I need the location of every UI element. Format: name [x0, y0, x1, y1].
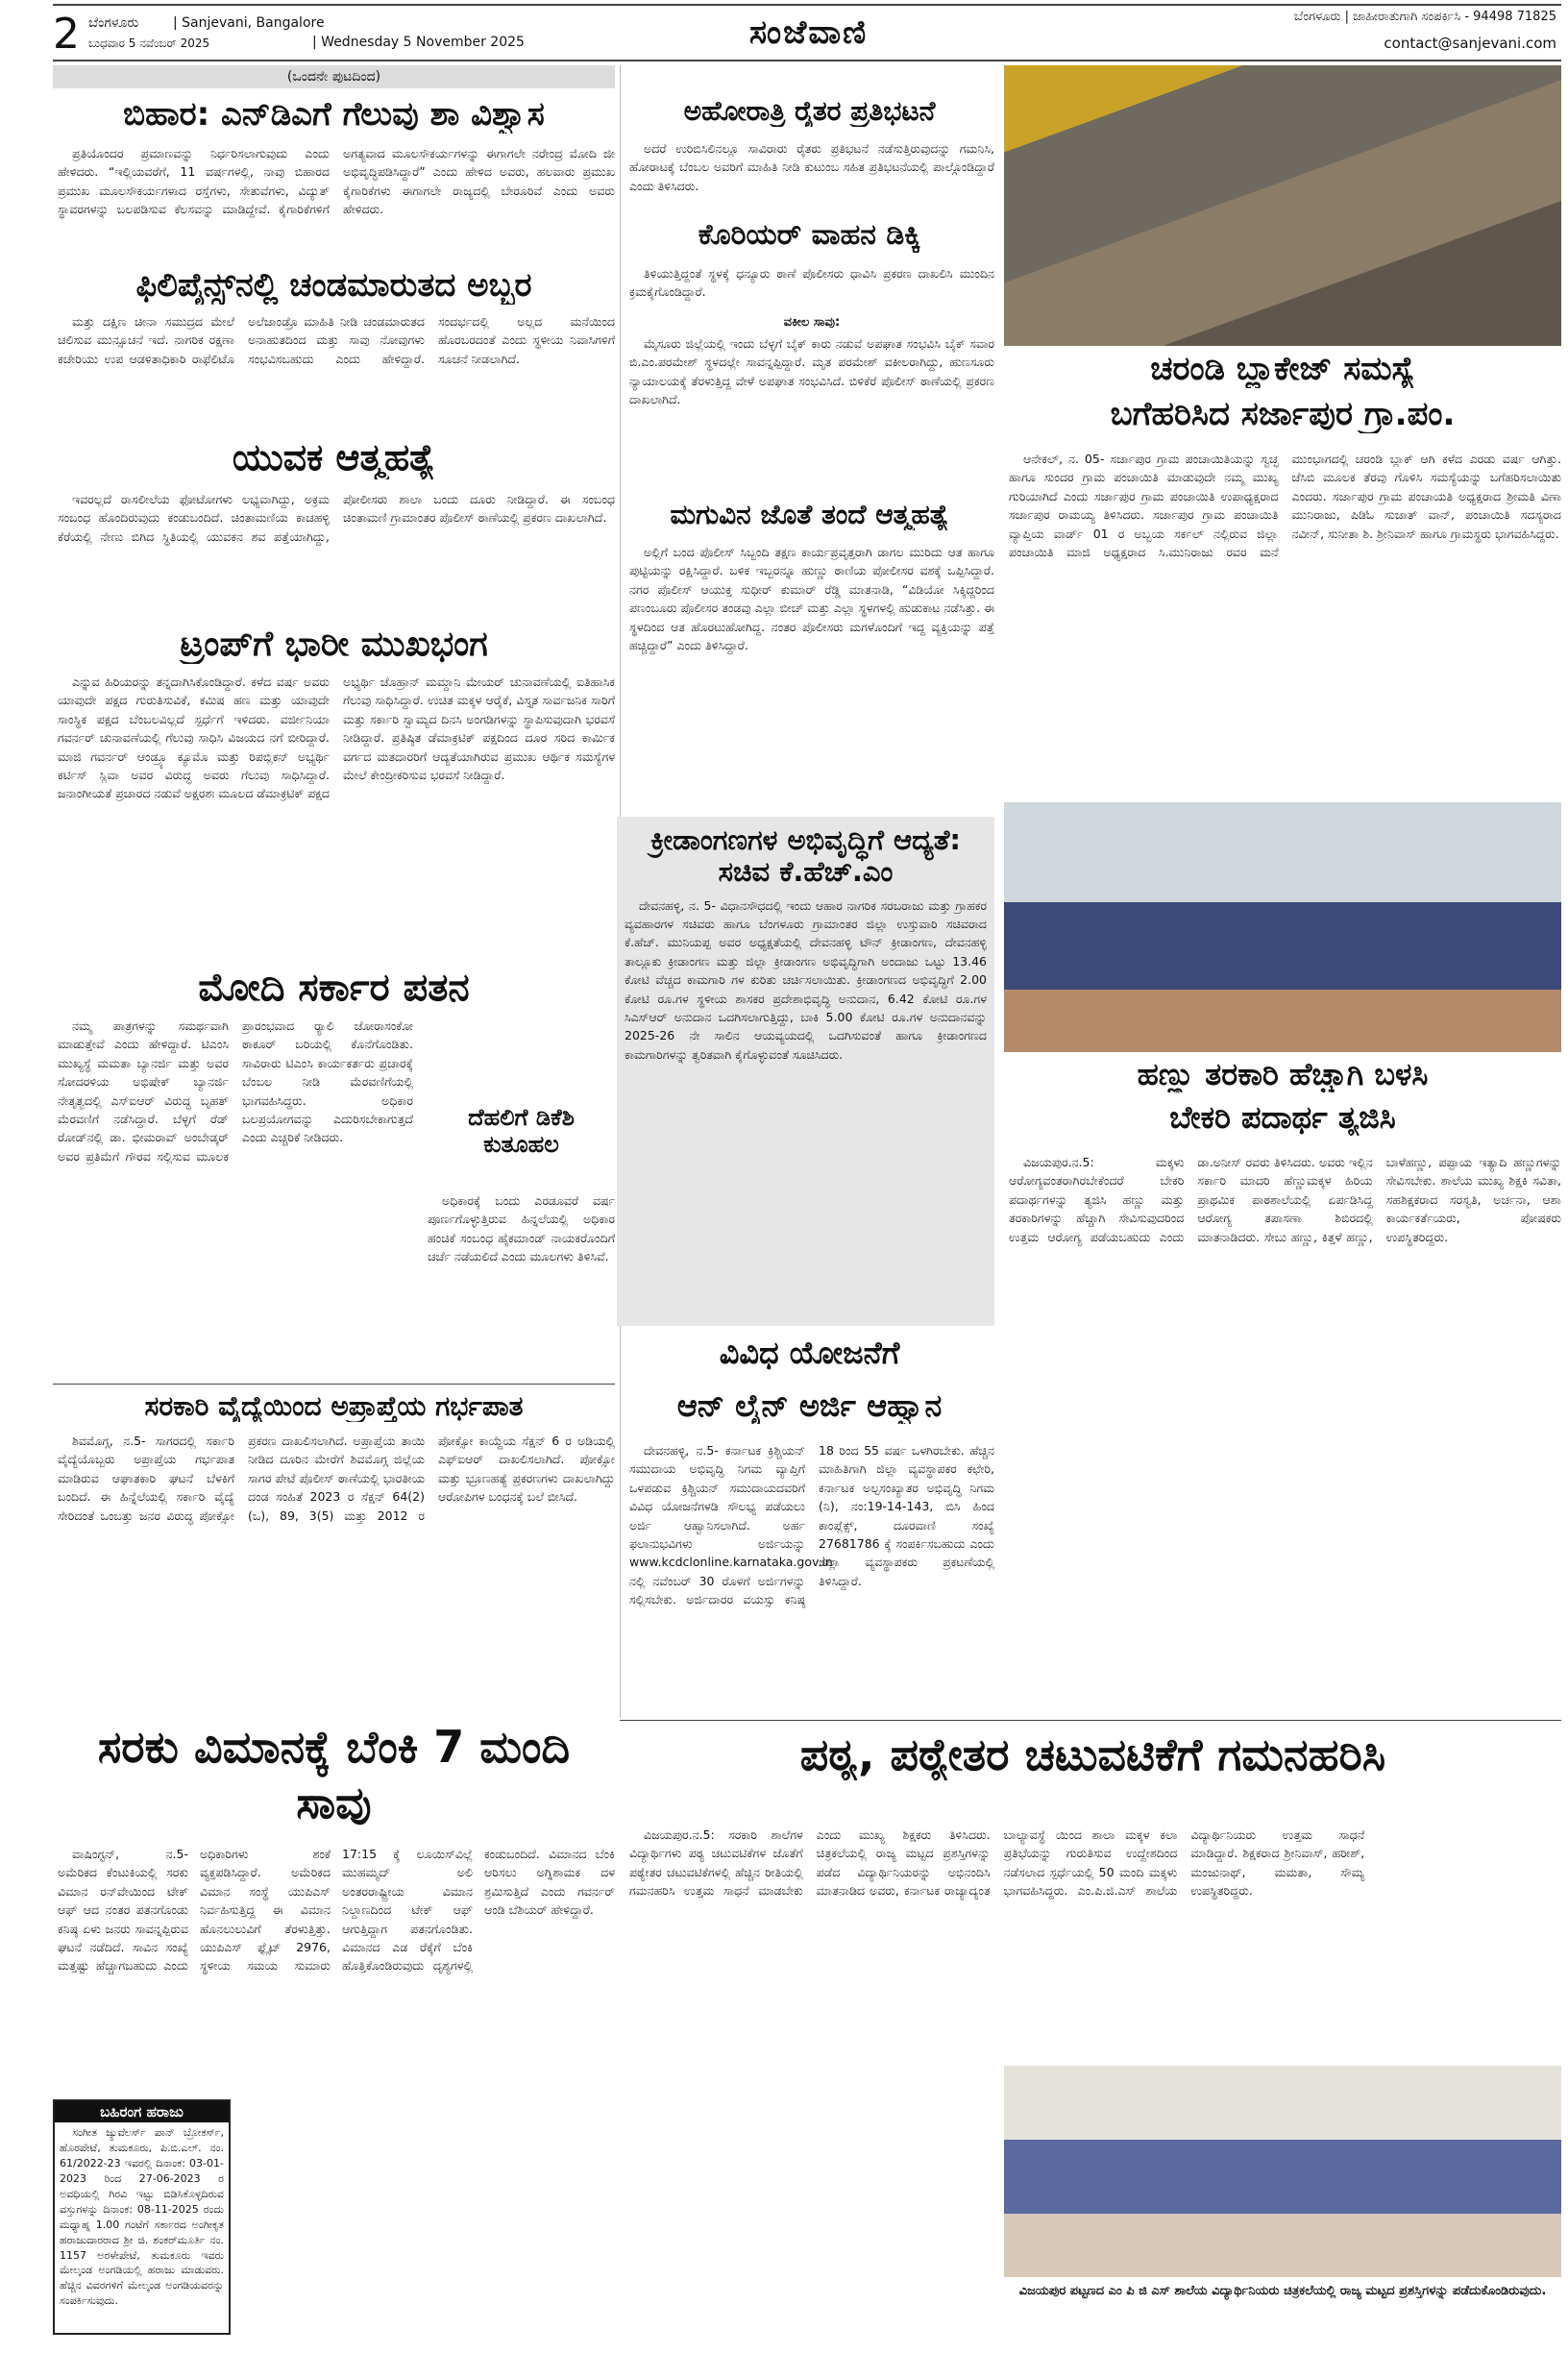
- drain-photo: [1004, 65, 1561, 346]
- students-award-photo: [1004, 2066, 1561, 2277]
- bihar-headline: ಬಿಹಾರ: ಎನ್‌ಡಿಎಗೆ ಗೆಲುವು ಶಾ ವಿಶ್ವಾಸ: [123, 96, 545, 134]
- online-headline: ವಿವಿಧ ಯೋಜನೆಗೆ: [719, 1336, 900, 1371]
- drain-headline: ಚರಂಡಿ ಬ್ಲಾಕೇಜ್ ಸಮಸ್ಯೆ: [1150, 351, 1415, 388]
- abortion-body: ಶಿವಮೊಗ್ಗ, ನ.5- ಸಾಗರದಲ್ಲಿ ಸರ್ಕಾರಿ ವೈದ್ಯೆಯೊಬ್ಬರು ಅಪ್ರಾಪ್ತೆಯ ಗರ್ಭಪಾತ ಮಾಡಿರುವ ಆಘಾತಕಾರಿ ಘಟನೆ ಬೆಳಕಿಗೆ ಬಂದಿದೆ. ಈ ಹಿನ್ನೆಲೆಯಲ್ಲಿ ಸರ್ಕಾರಿ ವೈದ್ಯೆ ಸೇರಿದಂತೆ ಒಂಬತ್ತು ಜನರ ವಿರುದ್ಧ ಪೋಕ್ಸೋ ಪ್ರಕರಣ ದಾಖಲಿಸಲಾಗಿದೆ. ಅಪ್ರಾಪ್ತೆಯ ತಾಯಿ ನೀಡಿದ ದೂರಿನ ಮೇರೆಗೆ ಶಿವಮೊಗ್ಗ ಜಿಲ್ಲೆಯ ಸಾಗರ ಪೇಟೆ ಪೊಲೀಸ್ ಠಾಣೆಯಲ್ಲಿ ಭಾರತೀಯ ದಂಡ ಸಂಹಿತೆ 2023 ರ ಸೆಕ್ಷನ್ 64(2)(ಒ), 89, 3(5) ಮತ್ತು 2012 ರ ಪೋಕ್ಸೋ ಕಾಯ್ದೆಯ ಸೆಕ್ಷನ್ 6 ರ ಅಡಿಯಲ್ಲಿ ಎಫ್‌ಐಆರ್ ದಾಖಲಿಸಲಾಗಿದೆ. ಪೋಕ್ಸೋ ಮತ್ತು ಭ್ರೂಣಹತ್ಯೆ ಪ್ರಕರಣಗಳು ದಾಖಲಾಗಿದ್ದು ಆರೋಪಿಗಳ ಬಂಧನಕ್ಕೆ ಬಲೆ ಬೀಸಿದೆ.: [58, 1434, 615, 1523]
- father-body: ಅಲ್ಲಿಗೆ ಬಂದ ಪೊಲೀಸ್ ಸಿಬ್ಬಂದಿ ತಕ್ಷಣ ಕಾರ್ಯಪ್ರವೃತ್ತರಾಗಿ ಡಾಗಲ ಮುರಿದು ಆತ ಹಾಗೂ ಪುಟ್ಟಿಯನ್ನು ರಕ್ಷಿಸಿದ್ದಾರೆ. ಬಳಿಕ ಇಬ್ಬರನ್ನೂ ಹುಣ್ಣು ಠಾಣಿಯ ಪೋಲೀಸರ ವಶಕ್ಕೆ ಒಪ್ಪಿಸಿದ್ದಾರೆ. ನಗರ ಪೊಲೀಸ್ ಆಯುಕ್ತ ಸುಧೀರ್ ಕುಮಾರ್ ರೆಡ್ಡಿ ಮಾತನಾಡಿ, “ವಿಡಿಯೋ ಸಿಕ್ಕಿದ್ದರಿಂದ ಪಣಂಬೂರು ಪೊಲೀಸರ ತಂಡವು ಎಲ್ಲಾ ಬೀಚ್ ಮತ್ತು ಎಲ್ಲಾ ಸ್ಥಳಗಳಲ್ಲಿ ಹುಡುಕಾಟ ನಡೆಸಿತ್ತು. ಈ ಸ್ಥಳದಿಂದ ಆತ ಹೊರಟುಹೋಗಿದ್ದ. ನಂತರ ಪೊಲೀಸರು ಮಗಳೊಂದಿಗೆ ಇದ್ದ ವ್ಯಕ್ತಿಯನ್ನು ಪತ್ತೆ ಹಚ್ಚಿದ್ದಾರೆ” ಎಂದು ತಿಳಿಸಿದ್ದಾರೆ.: [629, 545, 994, 652]
- auction-notice-box: [53, 2099, 231, 2335]
- top-rule: [53, 4, 1561, 6]
- plane-body: ವಾಷಿಂಗ್ಟನ್, ನ.5- ಅಮೆರಿಕದ ಕೆಂಟುಕಿಯಲ್ಲಿ ಸರಕು ವಿಮಾನ ರನ್‌ವೇಯಿಂದ ಟೇಕ್ ಆಫ್ ಆದ ನಂತರ ಪತನಗೊಂಡು ಕನಿಷ್ಠ ಏಳು ಜನರು ಸಾವನ್ನಪ್ಪಿರುವ ಘಟನೆ ನಡೆದಿದೆ. ಸಾವಿನ ಸಂಖ್ಯೆ ಮತ್ತಷ್ಟು ಹೆಚ್ಚಾಗಬಹುದು ಎಂದು ಅಧಿಕಾರಿಗಳು ಶಂಕೆ ವ್ಯಕ್ತಪಡಿಸಿದ್ದಾರೆ. ಅಮೆರಿಕದ ವಿಮಾನ ಸಂಸ್ಥೆ ಯುಪಿಎಸ್ ನಿರ್ವಹಿಸುತ್ತಿದ್ದ ಈ ವಿಮಾನ ಹೊನಲುಲುವಿಗೆ ತೆರಳುತ್ತಿತ್ತು. ಯುಪಿಎಸ್ ಫ್ಲೈಟ್ 2976, ಸ್ಥಳೀಯ ಸಮಯ ಸುಮಾರು 17:15 ಕ್ಕೆ ಲೂಯಿಸ್‌ವಿಲ್ಲೆ ಮುಹಮ್ಮದ್ ಅಲಿ ಅಂತರರಾಷ್ಟ್ರೀಯ ವಿಮಾನ ನಿಲ್ದಾಣದಿಂದ ಟೇಕ್ ಆಫ್ ಆಗುತ್ತಿದ್ದಾಗ ಪತನಗೊಂಡಿತು. ವಿಮಾನದ ಎಡ ರೆಕ್ಕೆಗೆ ಬೆಂಕಿ ಹೊತ್ತಿಕೊಂಡಿರುವುದು ದೃಶ್ಯಗಳಲ್ಲಿ ಕಂಡುಬಂದಿದೆ. ವಿಮಾನದ ಬೆಂಕಿ ಆರಿಸಲು ಅಗ್ನಿಶಾಮಕ ದಳ ಶ್ರಮಿಸುತ್ತಿದೆ ಎಂದು ಗವರ್ನರ್ ಆಂಡಿ ಬೆಶಿಯರ್ ಹೇಳಿದ್ದಾರೆ.: [58, 1847, 615, 1973]
- farmers-body: ಅದರೆ ಉರಿಬಿಸಿಲಿನಲ್ಲೂ ಸಾವಿರಾರು ರೈತರು ಪ್ರತಿಭಟನೆ ನಡೆಸುತ್ತಿರುವುದನ್ನು ಗಮನಿಸಿ, ಹೋರಾಟಕ್ಕೆ ಬೆಂಬಲ ಅವರಿಗೆ ಮಾಹಿತಿ ನೀಡಿ ಕುಟುಂಬ ಸಹಿತ ಪ್ರತಿಭಟನೆಯಲ್ಲಿ ಪಾಲ್ಗೊಂಡಿದ್ದಾರೆ ಎಂದು ತಿಳಿಸಿದರು.: [629, 141, 994, 193]
- father-headline: ಮಗುವಿನ ಜೊತೆ ತಂದೆ ಆತ್ಮಹತ್ಯೆ: [670, 500, 949, 530]
- trump-headline: ಟ್ರಂಪ್‌ಗೆ ಭಾರೀ ಮುಖಭಂಗ: [180, 625, 488, 664]
- date-english: | Wednesday 5 November 2025: [312, 35, 525, 50]
- trump-body: ಎನ್ನುವ ಹಿರಿಯರನ್ನು ತನ್ನದಾಗಿಸಿಕೊಂಡಿದ್ದಾರೆ. ಕಳೆದ ವರ್ಷ ಅವರು ಯಾವುದೇ ಪಕ್ಷದ ಗುರುತಿಸುವಿಕೆ, ಕಮಿಷ ಹಣ ಮತ್ತು ಯಾವುದೇ ಸಾಂಸ್ಥಿಕ ಪಕ್ಷದ ಬೆಂಬಲವಿಲ್ಲದೆ ಸ್ಪರ್ಧೆಗೆ ಇಳಿದರು. ವರ್ಜೀನಿಯಾ ಗವರ್ನರ್ ಚುನಾವಣೆಯಲ್ಲಿ ಗೆಲುವು ಸಾಧಿಸಿ ವಿಜಯದ ನಗೆ ಬೀರಿದ್ದಾರೆ. ಮಾಜಿ ಗವರ್ನರ್ ಆಂಡ್ರ್ಯೂ ಕ್ಯೂಮೊ ಮತ್ತು ರಿಪಬ್ಲಿಕನ್ ಅಭ್ಯರ್ಥಿ ಕರ್ಟಿಸ್ ಸ್ಲಿವಾ ಅವರ ವಿರುದ್ಧ ಅವರು ಗೆಲುವು ಸಾಧಿಸಿದ್ದಾರೆ. ಜನಾಂಗೀಯತೆ ಪ್ರಚಾರದ ನಡುವೆ ಅಕ್ಷರಶಃ ಮೂಲದ ಡೆಮಾಕ್ರಟಿಕ್ ಪಕ್ಷದ ಅಭ್ಯರ್ಥಿ ಜೊಹ್ರಾನ್ ಮಮ್ದಾನಿ ಮೇಯರ್ ಚುನಾವಣೆಯಲ್ಲಿ ಐತಿಹಾಸಿಕ ಗೆಲುವು ಸಾಧಿಸಿದ್ದಾರೆ. ಉಚಿತ ಮಕ್ಕಳ ಆರೈಕೆ, ವಿಸ್ತೃತ ಸಾರ್ವಜನಿಕ ಸಾರಿಗೆ ಮತ್ತು ಸರ್ಕಾರಿ ಸ್ವಾಮ್ಯದ ದಿನಸಿ ಅಂಗಡಿಗಳನ್ನು ಸ್ಥಾಪಿಸುವುದಾಗಿ ಭರವಸೆ ನೀಡಿದ್ದಾರೆ. ಪ್ರತಿಷ್ಠಿತ ಡೆಮಾಕ್ರಟಿಕ್ ಪಕ್ಷದಿಂದ ದೂರ ಸರಿದ ಕಾರ್ಮಿಕ ವರ್ಗದ ಮತದಾರರಿಗೆ ಆದ್ಯತೆಯಾಗಿರುವ ಪ್ರಮುಖ ಆರ್ಥಿಕ ಸಮಸ್ಯೆಗಳ ಮೇಲೆ ಕೇಂದ್ರೀಕರಿಸುವ ಭರವಸೆ ನೀಡಿದ್ದಾರೆ.: [58, 674, 615, 801]
- auction-body: ಸಂಗೀತ ಜ್ಯುವೆಲರ್ಸ್ ಪಾನ್ ಬ್ರೋಕರ್ಸ್, ಹೊರಪೇಟೆ, ತುಮಕೂರು, ಪಿ.ಬಿ.ಎಲ್. ನಂ. 61/2022-23 ಇವರಲ್ಲಿ ದಿನಾಂಕ: 03-01-2023 ರಿಂದ 27-06-2023 ರ ಅವಧಿಯಲ್ಲಿ ಗಿರವಿ ಇಟ್ಟು ಬಿಡಿಸಿಕೊಳ್ಳದಿರುವ ವಸ್ತುಗಳನ್ನು ದಿನಾಂಕ: 08-11-2025 ರಂದು ಮಧ್ಯಾಹ್ನ 1.00 ಗಂಟೆಗೆ ಸರ್ಕಾರದ ಅಂಗೀಕೃತ ಹರಾಜುದಾರರಾದ ಶ್ರೀ ಜಿ. ಶಂಕರ್‌ಮೂರ್ತಿ ನಂ. 1157 ಅರಳೇಪೇಟೆ, ತುಮಕೂರು ಇವರು ಮೇಲ್ಕಂಡ ಅಂಗಡಿಯಲ್ಲಿ ಹರಾಜು ಮಾಡುವರು. ಹೆಚ್ಚಿನ ವಿವರಗಳಿಗೆ ಮೇಲ್ಕಂಡ ಅಂಗಡಿಯವರನ್ನು ಸಂಪರ್ಕಿಸುವುದು.: [60, 2126, 224, 2308]
- continued-bar: (ಒಂದನೇ ಪುಟದಿಂದ): [53, 65, 615, 88]
- philippines-body: ಮತ್ತು ದಕ್ಷಿಣ ಚೀನಾ ಸಮುದ್ರದ ಮೇಲೆ ಚಲಿಸುವ ಮುನ್ಸೂಚನೆ ಇದೆ. ನಾಗರಿಕ ರಕ್ಷಣಾ ಕಚೇರಿಯು ಉಪ ಆಡಳಿತಾಧಿಕಾರಿ ರಾಫೆಲಿಟೊ ಅಲೆಜಾಂಡ್ರೊ ಮಾಹಿತಿ ನೀಡಿ ಚಂಡಮಾರುತದ ಅನಾಹುತದಿಂದ ಮತ್ತು ಸಾವು ನೋವುಗಳು ಸಂಭವಿಸಬಹುದು ಎಂದು ಹೇಳಿದ್ದಾರೆ. ಸಂದರ್ಭದಲ್ಲಿ ಅಲ್ಲದ ಮನೆಯಿಂದ ಹೊರಬರದಂತೆ ಎಂದು ಸ್ಥಳೀಯ ನಿವಾಸಿಗಳಿಗೆ ಸೂಚನೆ ನೀಡಲಾಗಿದೆ.: [58, 314, 615, 366]
- online-body: ದೇವನಹಳ್ಳಿ, ನ.5- ಕರ್ನಾಟಕ ಕ್ರಿಶ್ಚಿಯನ್ ಸಮುದಾಯ ಅಭಿವೃದ್ಧಿ ನಿಗಮ ವ್ಯಾಪ್ತಿಗೆ ಒಳಪಡುವ ಕ್ರಿಶ್ಚಿಯನ್ ಸಮುದಾಯದವರಿಗೆ ವಿವಿಧ ಯೋಜನೆಗಳಡಿ ಸೌಲಭ್ಯ ಪಡೆಯಲು ಅರ್ಜಿ ಆಹ್ವಾನಿಸಲಾಗಿದೆ. ಅರ್ಹ ಫಲಾನುಭವಿಗಳು ಅರ್ಜಿಯನ್ನು www.kcdclonline.karnataka.gov.in ನಲ್ಲಿ ನವೆಂಬರ್ 30 ರೊಳಗೆ ಅರ್ಜಿಗಳನ್ನು ಸಲ್ಲಿಸಬೇಕು. ಅರ್ಜಿದಾರರ ವಯಸ್ಸು ಕನಿಷ್ಠ 18 ರಿಂದ 55 ವರ್ಷ ಒಳಗಿರಬೇಕು. ಹೆಚ್ಚಿನ ಮಾಹಿತಿಗಾಗಿ ಜಿಲ್ಲಾ ವ್ಯವಸ್ಥಾಪಕರ ಕಛೇರಿ, ಕರ್ನಾಟಕ ಅಲ್ಪಸಂಖ್ಯಾತರ ಅಭಿವೃದ್ಧಿ ನಿಗಮ (ನಿ), ನಂ:19-14-143, ಬಿಸಿ ಹಿಂದ ಕಾಂಪ್ಲೆಕ್ಸ್, ದೂರವಾಣಿ ಸಂಖ್ಯೆ 27681786 ಕ್ಕೆ ಸಂಪರ್ಕಿಸಬಹುದು ಎಂದು ಜಿಲ್ಲಾ ವ್ಯವಸ್ಥಾಪಕರು ಪ್ರಕಟಣೆಯಲ್ಲಿ ತಿಳಿಸಿದ್ದಾರೆ.: [629, 1443, 994, 1606]
- modi-headline: ಮೋದಿ ಸರ್ಕಾರ ಪತನ: [198, 966, 470, 1010]
- courier-body: ತಿಳಿಯುತ್ತಿದ್ದಂತೆ ಸ್ಥಳಕ್ಕೆ ಧನ್ಯೂರು ಠಾಣೆ ಪೊಲೀಸರು ಧಾವಿಸಿ ಪ್ರಕರಣ ದಾಖಲಿಸಿ ಮುಂದಿನ ಕ್ರಮಕೈಗೊಂಡಿದ್ದಾರೆ.: [629, 266, 994, 300]
- sports-body: ದೇವನಹಳ್ಳಿ, ನ. 5- ವಿಧಾನಸೌಧದಲ್ಲಿ ಇಂದು ಆಹಾರ ನಾಗರಿಕ ಸರಬರಾಜು ಮತ್ತು ಗ್ರಾಹಕರ ವ್ಯವಹಾರಗಳ ಸಚಿವರು ಹಾಗೂ ಬೆಂಗಳೂರು ಗ್ರಾಮಾಂತರ ಜಿಲ್ಲಾ ಉಸ್ತುವಾರಿ ಸಚಿವರಾದ ಕೆ.ಹೆಚ್. ಮುನಿಯಪ್ಪ ಅವರ ಅಧ್ಯಕ್ಷತೆಯಲ್ಲಿ ದೇವನಹಳ್ಳಿ ಟೌನ್ ಕ್ರೀಡಾಂಗಣ, ದೇವನಹಳ್ಳಿ ತಾಲ್ಲೂಕು ಕ್ರೀಡಾಂಗಣ ಮತ್ತು ಜಿಲ್ಲಾ ಕ್ರೀಡಾಂಗಣ ಅಭಿವೃದ್ಧಿಗಾಗಿ ಅಂದಾಜು ಒಟ್ಟು 13.46 ಕೋಟಿ ವೆಚ್ಚದ ಕಾಮಗಾರಿ ಗಳ ಕುರಿತು ಚರ್ಚಿಸಲಾಯಿತು. ಕ್ರೀಡಾಂಗಣದ ಅಭಿವೃದ್ಧಿಗೆ 2.00 ಕೋಟಿ ರೂ.ಗಳ ಸ್ಥಳೀಯ ಶಾಸಕರ ಪ್ರದೇಶಾಭಿವೃದ್ಧಿ ಅನುದಾನ, 6.42 ಕೋಟಿ ರೂ.ಗಳ ಸಿಎಸ್‌ಆರ್ ಅನುದಾನ ಒದಗಿಸಲಾಗುತ್ತಿದ್ದು, ಬಾಕಿ 5.00 ಕೋಟಿ ರೂ.ಗಳ ಅನುದಾನವನ್ನು 2025-26 ನೇ ಸಾಲಿನ ಆಯವ್ಯಯದಲ್ಲಿ ಒದಗಿಸುವಂತೆ ಹಾಗೂ ಕ್ರೀಡಾಂಗಣದ ಕಾಮಗಾರಿಗಳನ್ನು ತ್ವರಿತವಾಗಿ ಕೈಗೊಳ್ಳುವಂತೆ ಸೂಚಿಸಿದರು.: [625, 897, 987, 1062]
- sports-headline: ಕ್ರೀಡಾಂಗಣಗಳ ಅಭಿವೃದ್ಧಿಗೆ ಆದ್ಯತೆ: ಸಚಿವ ಕೆ.ಹೆಚ್.ಎಂ: [650, 823, 961, 889]
- ad-contact: ಬೆಂಗಳೂರು | ಜಾಹೀರಾತುಗಾಗಿ ಸಂಪರ್ಕಿಸಿ - 94498 71825: [1293, 10, 1556, 24]
- plane-body-cont: [240, 2099, 615, 2335]
- masthead-logo: ಸಂಜೆವಾಣಿ: [749, 13, 869, 52]
- fruits-headline-2: ಬೇಕರಿ ಪದಾರ್ಥ ತ್ಯಜಿಸಿ: [1169, 1100, 1396, 1136]
- photo-caption: ವಿಜಯಪುರ ಪಟ್ಟಣದ ಎಂ ಪಿ ಜಿ ಎಸ್ ಶಾಲೆಯ ವಿದ್ಯಾರ್ಥಿನಿಯರು ಚಿತ್ರಕಲೆಯಲ್ಲಿ ರಾಜ್ಯ ಮಟ್ಟದ ಪ್ರಶಸ್ತಿಗಳನ್ನು ಪಡೆದುಕೊಂಡಿರುವುದು.: [1018, 2284, 1547, 2298]
- plane-headline: ಸರಕು ವಿಮಾನಕ್ಕೆ ಬೆಂಕಿ 7 ಮಂದಿ ಸಾವು: [97, 1721, 571, 1828]
- courier-body-2: ಮೈಸೂರು ಜಿಲ್ಲೆಯಲ್ಲಿ ಇಂದು ಬೆಳ್ಳಗೆ ಬೈಕ್ ಕಾರು ನಡುವೆ ಅಪಘಾತ ಸಂಭವಿಸಿ ಬೈಕ್ ಸವಾರ ಬಿ.ಎಂ.ಪರಮೇಶ್ ಸ್ಥಳದಲ್ಲೇ ಸಾವನ್ನಪ್ಪಿದ್ದಾರೆ. ಮೃತ ಪರಮೇಶ್ ವಕೀಲರಾಗಿದ್ದು, ಹುಣಸೂರು ನ್ಯಾಯಾಲಯಕ್ಕೆ ತೆರಳುತ್ತಿದ್ದ ವೇಳೆ ಅಪಘಾತ ಸಂಭವಿಸಿದೆ. ಬಿಳಿಕೆರೆ ಪೊಲೀಸ್ ಠಾಣೆಯಲ್ಲಿ ಪ್ರಕರಣ ದಾಖಲಾಗಿದೆ.: [629, 336, 994, 407]
- header-rule: [53, 60, 1561, 61]
- bihar-body: ಪ್ರತಿಯೊಂದರ ಪ್ರಮಾಣವನ್ನು ನಿರ್ಧರಿಸಲಾಗುವುದು ಎಂದು ಹೇಳಿದರು. “ಇಲ್ಲಿಯವರೆಗೆ, 11 ವರ್ಷಗಳಲ್ಲಿ, ನಾವು ಬಿಹಾರದ ಪ್ರಮುಖ ಮೂಲಸೌಕರ್ಯಗಳಾದ ರಸ್ತೆಗಳು, ಸೇತುವೆಗಳು, ವಿದ್ಯುತ್ ಸ್ಥಾವರಗಳನ್ನು ಬಲಪಡಿಸುವ ಕೆಲಸವನ್ನು ಮಾಡಿದ್ದೇವೆ. ಕೈಗಾರಿಕೆಗಳಿಗೆ ಅಗತ್ಯವಾದ ಮೂಲಸೌಕರ್ಯಗಳನ್ನು ಈಗಾಗಲೇ ನರೇಂದ್ರ ಮೋದಿ ಜೀ ಅಭಿವೃದ್ಧಿಪಡಿಸಿದ್ದಾರೆ” ಎಂದು ಹೇಳಿದ ಅವರು, ಹಲವಾರು ಪ್ರಮುಖ ಕೈಗಾರಿಕೆಗಳು ಈಗಾಗಲೇ ರಾಜ್ಯದಲ್ಲಿ ಬೇರೂರಿವೆ ಎಂದು ಅವರು ಹೇಳಿದರು.: [58, 146, 615, 217]
- auction-headline: ಬಹಿರಂಗ ಹರಾಜು: [55, 2101, 229, 2122]
- sports-box: [617, 817, 994, 1326]
- drain-headline-2: ಬಗೆಹರಿಸಿದ ಸರ್ಜಾಪುರ ಗ್ರಾ.ಪಂ.: [1110, 396, 1456, 433]
- suicide-body: ಇವರಲ್ಲದೆ ರಾಸಲೀಲೆಯ ಫೋಟೋಗಳು ಲಭ್ಯವಾಗಿದ್ದು, ಅಕ್ರಮ ಸಂಬಂಧ ಹೊಂದಿರುವುದು ಕಂಡುಬಂದಿದೆ. ಚಿಂತಾಮಣಿಯ ಕಾಚಹಳ್ಳಿ ಕೆರೆಯಲ್ಲಿ ನೇಣು ಬಿಗಿದ ಸ್ಥಿತಿಯಲ್ಲಿ ಯುವಕನ ಶವ ಪತ್ತೆಯಾಗಿದ್ದು, ಪೋಲೀಸರು ಶಾಲಾ ಬಂದು ದೂರು ನೀಡಿದ್ದಾರೆ. ಈ ಸಂಬಂಧ ಚಿಂತಾಮಣಿ ಗ್ರಾಮಾಂತರ ಪೊಲೀಸ್ ಠಾಣೆಯಲ್ಲಿ ಪ್ರಕರಣ ದಾಖಲಾಗಿದೆ.: [58, 492, 615, 544]
- health-camp-photo: [1004, 802, 1561, 1052]
- courier-headline: ಕೊರಿಯರ್ ವಾಹನ ಡಿಕ್ಕಿ: [698, 219, 921, 252]
- drain-body: ಆನೇಕಲ್, ನ. 05- ಸರ್ಜಾಪುರ ಗ್ರಾಮ ಪಂಚಾಯಿತಿಯನ್ನು ಸ್ವಚ್ಛ ಹಾಗೂ ಸುಂದರ ಗ್ರಾಮ ಪಂಚಾಯಿತಿ ಮಾಡುವುದೇ ನಮ್ಮ ಮುಖ್ಯ ಗುರಿಯಾಗಿದೆ ಎಂದು ಸರ್ಜಾಪುರ ಗ್ರಾಮ ಪಂಚಾಯಿತಿ ಉಪಾಧ್ಯಕ್ಷರಾದ ಸರ್ಜಾಪುರ ರಾಮಯ್ಯ ತಿಳಿಸಿದರು. ಸರ್ಜಾಪುರ ಗ್ರಾಮ ಪಂಚಾಯಿತಿ ವ್ಯಾಪ್ತಿಯ ವಾರ್ಡ್ 01 ರ ಅಬ್ಬಯ ಸರ್ಕಲ್ ನಲ್ಲಿರುವ ಜಿಲ್ಲಾ ಪಂಚಾಯಿತಿ ಮಾಜಿ ಅಧ್ಯಕ್ಷರಾದ ಸಿ.ಮುನಿರಾಜು ರವರ ಮನೆ ಮುಂಭಾಗದಲ್ಲಿ ಚರಂಡಿ ಬ್ಲಾಕ್ ಆಗಿ ಕಳೆದ ಎರಡು ವರ್ಷ ಆಗಿತ್ತು. ಜೆಸಿಬಿ ಮೂಲಕ ತೆರವು ಗೊಳಿಸಿ ಸಮಸ್ಯೆಯನ್ನು ಬಗೆಹರಿಸಲಾಯಿತು ಎಂದರು. ಸರ್ಜಾಪುರ ಗ್ರಾಮ ಪಂಚಾಯತಿ ಅಧ್ಯಕ್ಷರಾದ ಶ್ರೀಮತಿ ವಿಣಾ ಮುನಿರಾಜು, ಪಿಡಿಓ ಸುಜಾತ್ ವಾನ್, ಪಂಚಾಯಿತಿ ಸದಸ್ಯರಾದ ನವೀನ್, ಸುನೀತಾ ಶಿ. ಶ್ರೀನಿವಾಸ್ ಹಾಗೂ ಗ್ರಾಮಸ್ಥರು ಭಾಗವಹಿಸಿದ್ದರು.: [1009, 452, 1561, 559]
- fruits-body: ವಿಜಯಪುರ.ನ.5: ಮಕ್ಕಳು ಆರೋಗ್ಯವಂತರಾಗಿರಬೇಕೆಂದರೆ ಬೇಕರಿ ಪದಾರ್ಥಗಳನ್ನು ತ್ಯಜಿಸಿ ಹಣ್ಣು ಮತ್ತು ತರಕಾರಿಗಳನ್ನು ಹೆಚ್ಚಾಗಿ ಸೇವಿಸುವುದರಿಂದ ಉತ್ತಮ ಆರೋಗ್ಯ ಪಡೆಯಬಹುದು ಎಂದು ಡಾ.ಅನೀಸ್ ರವರು ತಿಳಿಸಿದರು. ಅವರು ಇಲ್ಲಿನ ಸರ್ಕಾರಿ ಮಾದರಿ ಹೆಣ್ಣುಮಕ್ಕಳ ಹಿರಿಯ ಪ್ರಾಥಮಿಕ ಪಾಠಶಾಲೆಯಲ್ಲಿ ಏರ್ಪಡಿಸಿದ್ದ ಆರೋಗ್ಯ ತಪಾಸಣಾ ಶಿಬಿರದಲ್ಲಿ ಮಾತನಾಡಿದರು. ಸೇಬು ಹಣ್ಣು, ಕಿತ್ತಳೆ ಹಣ್ಣು, ಬಾಳೆಹಣ್ಣು, ಪಪ್ಪಾಯ ಇತ್ಯಾದಿ ಹಣ್ಣುಗಳನ್ನು ಸೇವಿಸಬೇಕು. ಶಾಲೆಯ ಮುಖ್ಯ ಶಿಕ್ಷಕಿ ಸವಿತಾ, ಸಹಶಿಕ್ಷಕರಾದ ಸರಸ್ವತಿ, ಅರ್ಚನಾ, ಆಶಾ ಕಾರ್ಯಕರ್ತೆಯರು, ಪೋಷಕರು ಉಪಸ್ಥಿತರಿದ್ದರು.: [1009, 1155, 1561, 1244]
- modi-body: ನಮ್ಮ ಪಾತ್ರಗಳನ್ನು ಸಮರ್ಥವಾಗಿ ಮಾಡುತ್ತೇವೆ ಎಂದು ಹೇಳಿದ್ದಾರೆ. ಟಿಎಂಸಿ ಮುಖ್ಯಸ್ಥೆ ಮಮತಾ ಬ್ಯಾನರ್ಜಿ ಮತ್ತು ಅವರ ಸೋದರಳಿಯ ಅಭಿಷೇಕ್ ಬ್ಯಾನರ್ಜಿ ನೇತೃತ್ವದಲ್ಲಿ ಎಸ್‌ಐಆರ್ ವಿರುದ್ಧ ಬೃಹತ್ ಮೆರವಣಿಗೆ ನಡೆಸಿದ್ದಾರೆ. ಬೆಳ್ಳಗೆ ರೆಡ್ ರೋಡ್‌ನಲ್ಲಿ ಡಾ. ಭೀಮರಾವ್ ಅಂಬೇಡ್ಕರ್ ಅವರ ಪ್ರತಿಮೆಗೆ ಗೌರವ ಸಲ್ಲಿಸುವ ಮೂಲಕ ಪ್ರಾರಂಭವಾದ ರ‍್ಯಾಲಿ ಜೋರಾಸಂಕೋ ಠಾಕೂರ್ ಬರಿಯಲ್ಲಿ ಕೊನೆಗೊಂಡಿತು. ಸಾವಿರಾರು ಟಿಎಂಸಿ ಕಾರ್ಯಕರ್ತರು ಪ್ರಚಾರಕ್ಕೆ ಬೆಂಬಲ ನೀಡಿ ಮೆರವಣಿಗೆಯಲ್ಲಿ ಭಾಗವಹಿಸಿದ್ದರು. ಅಧಿಕಾರ ಬಲಪ್ರಯೋಗವನ್ನು ಎದುರಿಸಬೇಕಾಗುತ್ತದೆ ಎಂದು ಎಚ್ಚರಿಕೆ ನೀಡಿದರು.: [58, 1018, 413, 1164]
- abortion-headline: ಸರಕಾರಿ ವೈದ್ಯೆಯಿಂದ ಅಪ್ರಾಪ್ತೆಯ ಗರ್ಭಪಾತ: [144, 1391, 524, 1422]
- dkshi-headline: ದೆಹಲಿಗೆ ಡಿಕೆಶಿ ಕುತೂಹಲ: [468, 1105, 575, 1158]
- city-label: ಬೆಂಗಳೂರು: [88, 15, 139, 31]
- philippines-headline: ಫಿಲಿಪೈನ್ಸ್‌ನಲ್ಲಿ ಚಂಡಮಾರುತದ ಅಬ್ಬರ: [135, 267, 532, 305]
- school-body: ವಿಜಯಪುರ.ನ.5: ಸರಕಾರಿ ಶಾಲೆಗಳ ವಿದ್ಯಾರ್ಥಿಗಳು ಪಠ್ಯ ಚಟುವಟಿಕೆಗಳ ಜೊತೆಗೆ ಪಠ್ಯೇತರ ಚಟುವಟಿಕೆಗಳಲ್ಲಿ ಹೆಚ್ಚಿನ ರೀತಿಯಲ್ಲಿ ಗಮನಹರಿಸಿ ಉತ್ತಮ ಸಾಧನೆ ಮಾಡಬೇಕು ಎಂದು ಮುಖ್ಯ ಶಿಕ್ಷಕರು ತಿಳಿಸಿದರು. ಚಿತ್ರಕಲೆಯಲ್ಲಿ ರಾಜ್ಯ ಮಟ್ಟದ ಪ್ರಶಸ್ತಿಗಳನ್ನು ಪಡೆದ ವಿದ್ಯಾರ್ಥಿನಿಯರನ್ನು ಅಭಿನಂದಿಸಿ ಮಾತನಾಡಿದ ಅವರು, ಕರ್ನಾಟಕ ರಾಜ್ಯಾದ್ಯಂತ ಬಾಲ್ಯಾವಸ್ಥೆ ಯಿಂದ ಶಾಲಾ ಮಕ್ಕಳ ಕಲಾ ಪ್ರತಿಭೆಯನ್ನು ಗುರುತಿಸುವ ಉದ್ದೇಶದಿಂದ ನಡೆಸಲಾದ ಸ್ಪರ್ಧೆಯಲ್ಲಿ 50 ಮಂದಿ ಮಕ್ಕಳು ಭಾಗವಹಿಸಿದ್ದರು. ಎಂ.ಪಿ.ಜಿ.ಎಸ್ ಶಾಲೆಯ ವಿದ್ಯಾರ್ಥಿನಿಯರು ಉತ್ತಮ ಸಾಧನೆ ಮಾಡಿದ್ದಾರೆ. ಶಿಕ್ಷಕರಾದ ಶ್ರೀನಿವಾಸ್, ಹರೀಶ್, ಮಂಜುನಾಥ್, ಮಮತಾ, ಸೌಮ್ಯ ಉಪಸ್ಥಿತರಿದ್ದರು.: [629, 1827, 1365, 1899]
- divider: [53, 1384, 615, 1385]
- online-headline-2: ಆನ್ ಲೈನ್ ಅರ್ಜಿ ಆಹ್ವಾನ: [676, 1388, 943, 1424]
- divider: [620, 1720, 1561, 1721]
- dkshi-body: ಅಧಿಕಾರಕ್ಕೆ ಬಂದು ಎರಡೂವರೆ ವರ್ಷ ಪೂರ್ಣಗೊಳ್ಳುತ್ತಿರುವ ಹಿನ್ನಲೆಯಲ್ಲಿ ಅಧಿಕಾರ ಹಂಚಿಕೆ ಸಂಬಂಧ ಹೈಕಮಾಂಡ್ ನಾಯಕರೊಂದಿಗೆ ಚರ್ಚೆ ನಡೆಯಲಿದೆ ಎಂದು ಮೂಲಗಳು ತಿಳಿಸಿವೆ.: [428, 1193, 615, 1264]
- courier-subhead: ವಕೀಲ ಸಾವು:: [783, 315, 841, 330]
- school-headline: ಪಠ್ಯ, ಪಠ್ಯೇತರ ಚಟುವಟಿಕೆಗೆ ಗಮನಹರಿಸಿ: [799, 1729, 1386, 1780]
- suicide-headline: ಯುವಕ ಆತ್ಮಹತ್ಯೆ: [232, 437, 436, 478]
- farmers-headline: ಅಹೋರಾತ್ರಿ ರೈತರ ಪ್ರತಿಭಟನೆ: [683, 96, 936, 127]
- date-kannada: ಬುಧವಾರ 5 ನವೆಂಬರ್ 2025: [88, 37, 210, 50]
- fruits-headline: ಹಣ್ಣು ತರಕಾರಿ ಹೆಚ್ಚಾಗಿ ಬಳಸಿ: [1137, 1057, 1429, 1092]
- page-number: 2: [53, 10, 80, 59]
- edition-label: | Sanjevani, Bangalore: [173, 15, 325, 31]
- email-link[interactable]: contact@sanjevani.com: [1384, 35, 1556, 52]
